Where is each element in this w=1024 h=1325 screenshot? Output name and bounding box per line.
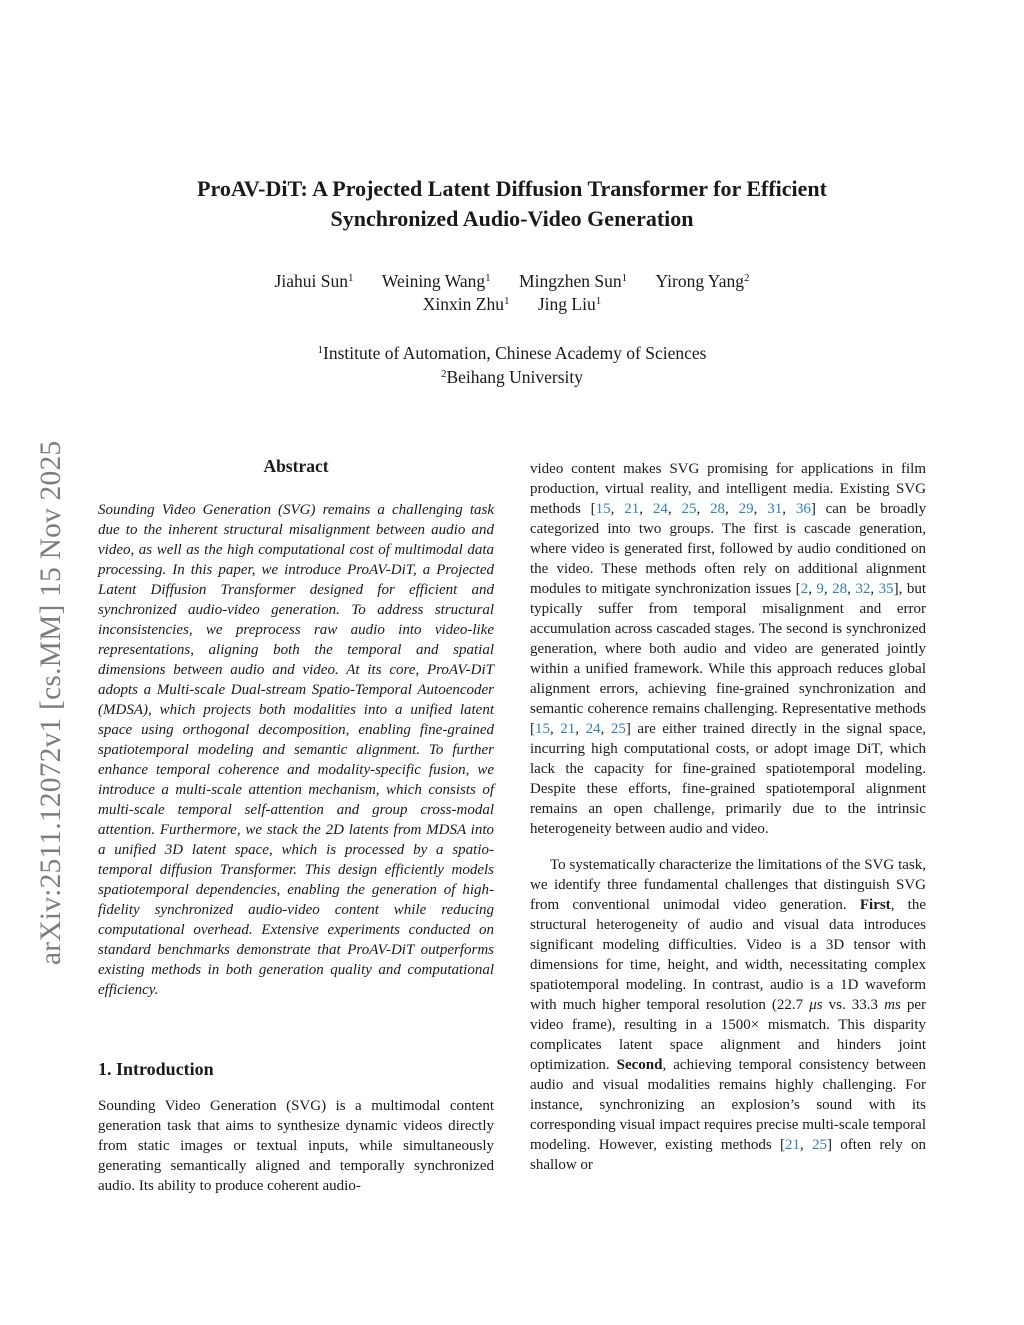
author (519, 270, 627, 293)
citation-link[interactable]: 35 (878, 581, 894, 597)
paragraph-text: , the structural heterogeneity of audio and visual data introduces significant modeling difficulties. Video is a 3D tensor with dimensions for time, height, and width, necessitating complex spatiotemporal modeling. In contrast, audio is a 1D waveform with much higher temporal resolution (22.7 (530, 897, 926, 1013)
paragraph-text: To systematically characterize the limitations of the SVG task, we identify three fundamental challenges that distinguish SVG from conventional unimodal video generation. (530, 857, 926, 913)
paragraph-text: ] are either trained directly in the signal space, incurring high computational costs, or adopt image DiT, which lack the capacity for fine-grained spatiotemporal modeling. Despite these efforts, fine-grained spatiotemporal alignment remains an open challenge, primarily due to the intrinsic heterogeneity between audio and video. (530, 721, 927, 837)
citation-group: 15, 21, 24, 25, 28, 29, 31, 36 (595, 501, 811, 517)
author-affiliation-mark: 1 (595, 295, 602, 307)
right-column (530, 459, 926, 1175)
citation-group: 2, 9, 28, 32, 35 (800, 581, 894, 597)
author (423, 293, 510, 316)
affiliation-mark: 1 (317, 344, 324, 356)
citation-link[interactable]: 32 (855, 581, 871, 597)
author-affiliation-mark: 1 (485, 272, 491, 284)
author-row-2 (120, 293, 904, 316)
affiliation-name: Beihang University (446, 367, 584, 387)
paragraph-text: ] can be broadly categorized into two groups. The first is cascade generation, where video is generated first, followed by audio conditioned on the video. These methods often rely on additional alignment modules to mitigate synchronization issues [ (530, 501, 927, 597)
paper-title-line-2: Synchronized Audio-Video Generation (330, 206, 694, 231)
author-name: Jiahui Sun (274, 271, 348, 291)
citation-link[interactable]: 15 (535, 721, 550, 737)
citation-link[interactable]: 29 (738, 501, 754, 517)
paper-title-line-1: ProAV-DiT: A Projected Latent Diffusion Transformer for Efficient (197, 176, 827, 201)
citation-link[interactable]: 15 (595, 501, 611, 517)
citation-link[interactable]: 24 (585, 721, 601, 737)
citation-link[interactable]: 21 (560, 721, 576, 737)
author-name: Mingzhen Sun (519, 271, 622, 291)
citation-link[interactable]: 28 (832, 581, 848, 597)
citation-link[interactable]: 2 (800, 581, 809, 597)
author-row-1 (120, 270, 904, 293)
author-list (120, 270, 904, 316)
abstract-heading: Abstract (263, 456, 329, 476)
abstract-text: Sounding Video Generation (SVG) remains a challenging task due to the inherent structural misalignment between audio and video, as well as the high computational cost of multimodal data processing. In this paper, we introduce ProAV-DiT, a Projected Latent Diffusion Transformer designed for efficient and synchronized audio-video generation. To address structural inconsistencies, we preprocess raw audio into video-like representations, aligning both the temporal and spatial dimensions between audio and video. At its core, ProAV-DiT adopts a Multi-scale Dual-stream Spatio-Temporal Autoencoder (MDSA), which projects both modalities into a unified latent space using orthogonal decomposition, enabling fine-grained spatiotemporal modeling and semantic alignment. To further enhance temporal coherence and modality-specific fusion, we introduce a multi-scale attention mechanism, which consists of multi-scale temporal self-attention and group cross-modal attention. Furthermore, we stack the 2D latents from MDSA into a unified 3D latent space, which is processed by a spatio-temporal diffusion Transformer. This design efficiently models spatiotemporal dependencies, enabling the generation of high-fidelity synchronized audio-video content while reducing computational overhead. Extensive experiments conducted on standard benchmarks demonstrate that ProAV-DiT outperforms existing methods in both generation quality and computational efficiency. (98, 502, 494, 998)
affiliation-list (120, 341, 904, 389)
emphasis-second: Second (616, 1057, 663, 1073)
author (538, 293, 601, 316)
section-heading-introduction: 1. Introduction (98, 1059, 214, 1079)
author-name: Weining Wang (381, 271, 486, 291)
citation-link[interactable]: 25 (610, 721, 626, 737)
paragraph-text: ], but typically suffer from temporal misalignment and error accumulation across cascaded stages. The second is synchronized generation, where both audio and video are generated jointly within a unified framework. While this approach reduces global alignment errors, achieving fine-grained synchronization and semantic coherence remains challenging. Representative methods [ (530, 581, 927, 737)
paragraph-text: per video frame), resulting in a 1500× mismatch. This disparity complicates latent space alignment and hinders joint optimization. (530, 997, 926, 1073)
author-name: Jing Liu (537, 294, 596, 314)
paragraph-text: ] often rely on shallow or (530, 1137, 926, 1173)
author-name: Yirong Yang (655, 271, 744, 291)
intro-paragraph-2 (530, 855, 926, 1175)
affiliation (120, 341, 904, 365)
citation-link[interactable]: 21 (624, 501, 640, 517)
affiliation-mark: 2 (440, 368, 447, 380)
paper-title (120, 174, 904, 234)
paragraph-text: , achieving temporal consistency between audio and visual modalities remains highly challenging. For instance, synchronizing an explosion’s sound with its corresponding visual impact requires precise multi-scale temporal modeling. However, existing methods [ (530, 1057, 926, 1153)
paragraph-text: vs. 33.3 (822, 997, 885, 1013)
author-affiliation-mark: 1 (503, 295, 510, 307)
citation-link[interactable]: 24 (652, 501, 668, 517)
author-name: Xinxin Zhu (422, 294, 504, 314)
arxiv-identifier: arXiv:2511.12072v1 [cs.MM] 15 Nov 2025 (35, 440, 67, 965)
intro-paragraph-left: Sounding Video Generation (SVG) is a multimodal content generation task that aims to synthesize dynamic videos directly from static images or textual inputs, while simultaneously generating semantically aligned and temporally synchronized audio. Its ability to produce coherent audio- (98, 1098, 494, 1194)
citation-link[interactable]: 25 (812, 1137, 828, 1153)
author-affiliation-mark: 2 (743, 272, 750, 284)
author (275, 270, 354, 293)
citation-link[interactable]: 21 (784, 1137, 800, 1153)
citation-link[interactable]: 31 (767, 501, 783, 517)
citation-group: 15, 21, 24, 25 (535, 721, 626, 737)
author-affiliation-mark: 1 (621, 272, 628, 284)
citation-link[interactable]: 28 (710, 501, 726, 517)
citation-link[interactable]: 9 (816, 581, 824, 597)
unit-microseconds: μs (809, 997, 823, 1013)
paragraph-text: video content makes SVG promising for applications in film production, virtual reality, and intelligent media. Existing SVG methods [ (530, 461, 926, 517)
author (655, 270, 749, 293)
citation-link[interactable]: 25 (681, 501, 697, 517)
unit-milliseconds: ms (884, 997, 901, 1013)
affiliation-name: Institute of Automation, Chinese Academy of Sciences (323, 343, 707, 363)
author (382, 270, 491, 293)
intro-paragraph-1 (530, 459, 926, 839)
citation-group: 21, 25 (784, 1137, 828, 1153)
affiliation (120, 365, 904, 389)
author-affiliation-mark: 1 (347, 272, 354, 284)
citation-link[interactable]: 36 (795, 501, 811, 517)
emphasis-first: First (859, 897, 891, 913)
